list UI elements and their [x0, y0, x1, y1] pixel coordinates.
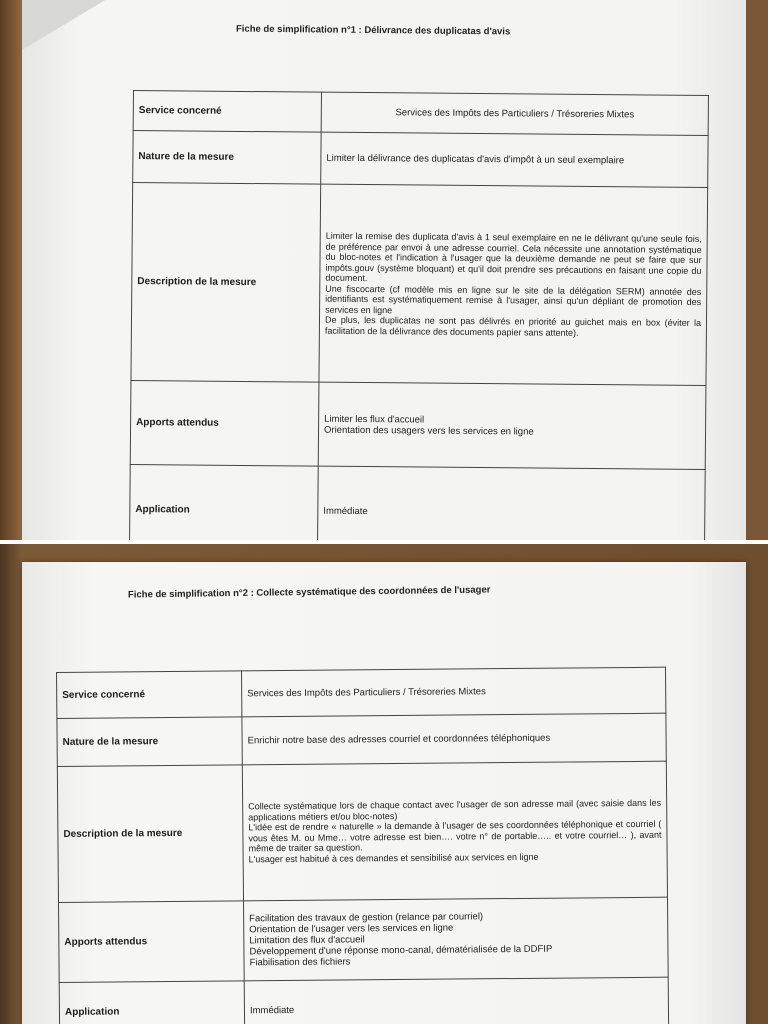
row-value-description [319, 184, 708, 385]
row-value-description [242, 761, 667, 901]
description-paragraph: Collecte systématique lors de chaque contact avec l'usager de son adresse mail (avec saisie dans les applications métiers et/ou bloc-notes) [248, 797, 662, 822]
row-label-nature: Nature de la mesure [133, 131, 321, 185]
fiche-2-table [56, 667, 669, 1024]
row-value-apports [244, 897, 669, 981]
fiche-1-title: Fiche de simplification n°1 : Délivrance des duplicatas d'avis [235, 23, 511, 38]
row-value-service: Services des Impôts des Particuliers / Trésoreries Mixtes [241, 667, 665, 717]
table-row [129, 464, 705, 542]
apports-line: Développement d'une réponse mono-canal, dématérialisée de la DDFIP [249, 943, 553, 958]
table-row [130, 380, 706, 469]
table-row [133, 91, 708, 136]
apports-line: Facilitation des travaux de gestion (relance par courriel) [249, 911, 484, 925]
table-row [131, 183, 708, 386]
row-value-application: Immédiate [317, 466, 705, 542]
row-label-apports: Apports attendus [59, 901, 245, 983]
description-paragraph: L'usager est habitué à ces demandes et sensibilisé aux services en ligne [248, 851, 539, 864]
row-value-application: Immédiate [244, 977, 669, 1024]
row-label-application: Application [129, 464, 318, 542]
description-paragraph: Une fiscocarte (cf modèle mis en ligne sur le site de la délégation SERM) annotée des identifiants est systématiquement remise à l'usager, ainsi qu'un dépliant de promotion des services en ligne [325, 283, 702, 315]
photo-fiche-2 [0, 542, 768, 1024]
row-label-service: Service concerné [57, 671, 242, 719]
description-paragraph: L'idée est de rendre « naturelle » la demande à l'usager de ses coordonnées téléphonique et courriel ( vous êtes M. ou Mme… votre adresse est bien…. votre n° de portable….. et votre courriel… ), avant même de traiter sa question. [248, 818, 662, 854]
photo-divider [0, 540, 768, 544]
row-value-service: Services des Impôts des Particuliers / Trésoreries Mixtes [321, 92, 708, 135]
apports-line: Orientation des usagers vers les services en ligne [323, 424, 534, 438]
row-label-service: Service concerné [133, 91, 321, 133]
table-row [133, 131, 708, 188]
paper-corner [22, 0, 122, 50]
row-value-nature: Limiter la délivrance des duplicatas d'avis d'impôt à un seul exemplaire [321, 132, 708, 187]
row-label-description: Description de la mesure [131, 183, 321, 383]
apports-line: Limiter les flux d'accueil [324, 413, 425, 426]
fiche-2-title: Fiche de simplification n°2 : Collecte systématique des coordonnées de l'usager [127, 584, 491, 601]
row-value-apports [318, 382, 706, 469]
table-row [57, 761, 667, 902]
row-value-nature: Enrichir notre base des adresses courriel et coordonnées téléphoniques [242, 713, 666, 765]
apports-line: Limitation des flux d'accueil [249, 934, 365, 947]
table-row [59, 897, 669, 982]
apports-line: Orientation de l'usager vers les services en ligne [249, 922, 454, 936]
description-paragraph: De plus, les duplicatas ne sont pas délivrés en priorité au guichet mais en box (éviter la facilitation de la délivrance des documents papier sans attente). [324, 314, 702, 338]
table-row [57, 667, 666, 718]
fiche-1-table [129, 90, 709, 542]
row-label-nature: Nature de la mesure [57, 717, 242, 767]
table-row [57, 713, 666, 766]
table-row [59, 977, 669, 1024]
row-label-application: Application [59, 981, 245, 1024]
row-label-description: Description de la mesure [57, 765, 243, 903]
description-paragraph: Limiter la remise des duplicata d'avis à 1 seul exemplaire en ne le délivrant qu'une seule fois, de préférence par envoi à une adresse courriel. Cela nécessite une annotation systématique du bloc-notes et l'indication à l'usager que la deuxième demande ne peut se faire que sur impôts.gouv (système bloquant) et qu'il doit prendre ses précautions en faisant une copie du document. [325, 230, 702, 284]
apports-line: Fiabilisation des fichiers [249, 956, 351, 969]
row-label-apports: Apports attendus [130, 380, 319, 466]
